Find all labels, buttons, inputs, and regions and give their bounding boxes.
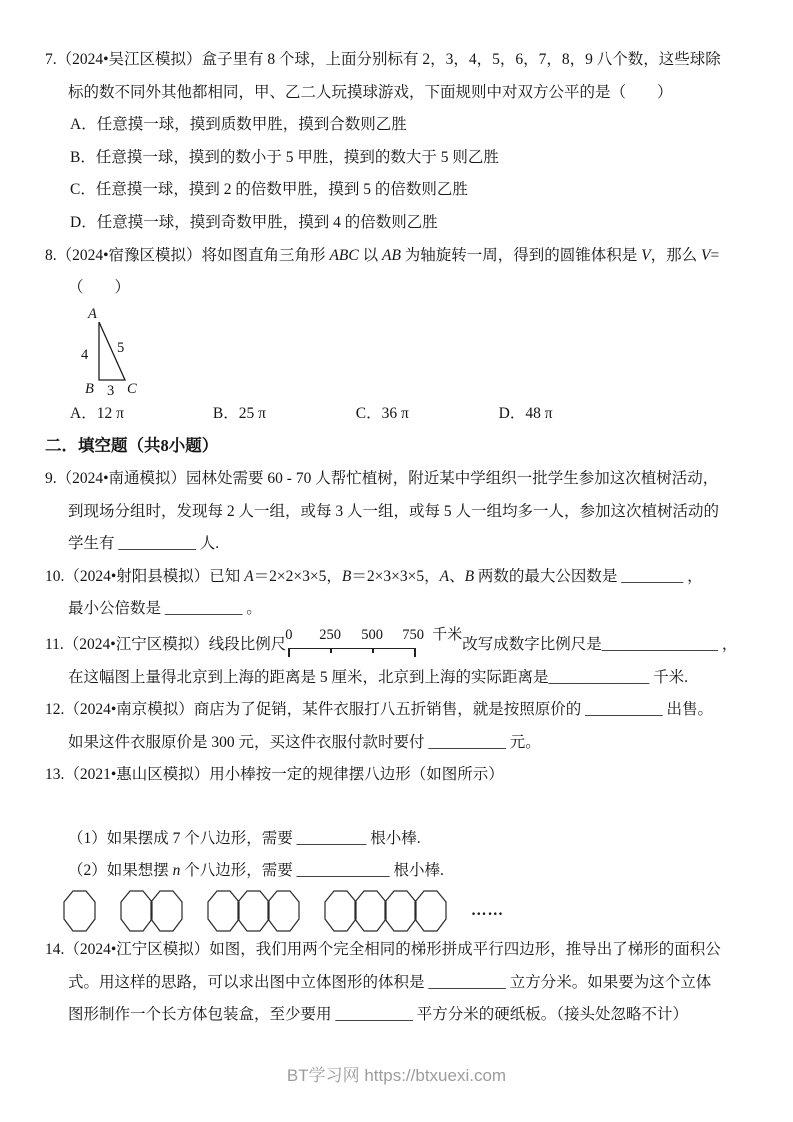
q14-line3: 图形制作一个长方体包装盒，至少要用 __________ 平方分米的硬纸板。（接头处忽略不计） [68, 1006, 689, 1024]
q8-line2: （ ） [68, 279, 131, 297]
q13-item1: （1）如果摆成 7 个八边形，需要 _________ 根小棒. [68, 829, 421, 847]
side-ab-length: 4 [81, 346, 89, 363]
vertex-b-label: B [85, 380, 94, 397]
ruler-tick-label-250: 250 [319, 626, 341, 643]
q14-line2: 式。用这样的思路，可以求出图中立体图形的体积是 __________ 立方分米。如果要为这个立体 [68, 973, 712, 991]
q10-line2: 最小公倍数是 __________ 。 [68, 600, 262, 618]
vertex-c-label: C [127, 380, 137, 397]
q11-line2: 在这幅图上量得北京到上海的距离是 5 厘米，北京到上海的实际距离是_____________ 千米. [68, 668, 689, 686]
ruler-tick-label-0: 0 [285, 626, 293, 643]
section2-header: 二．填空题（共8小题） [45, 436, 219, 456]
page-footer: BT学习网 https://btxuexi.com [286, 1066, 507, 1085]
q11-prefix: 11.（2024•江宁区模拟）线段比例尺 [45, 635, 287, 653]
q8-options-row [45, 398, 757, 431]
q12-line2: 如果这件衣服原价是 300 元，买这件衣服付款时要付 __________ 元。 [68, 733, 541, 751]
q11-line1 [45, 626, 757, 662]
q7-line2: 标的数不同外其他都相同，甲、乙二人玩摸球游戏，下面规则中对双方公平的是（ ） [68, 83, 673, 101]
q8-option-c: C．36 π [355, 404, 409, 422]
octagon-figure [63, 888, 757, 934]
q8-option-a: A．12 π [70, 404, 124, 422]
q8-option-d: D．48 π [498, 404, 553, 422]
triangle-figure [60, 305, 757, 398]
side-bc-length: 3 [107, 382, 115, 398]
ellipsis-dots: …… [471, 901, 504, 919]
q7-line1: 7.（2024•吴江区模拟）盒子里有 8 个球，上面分别标有 2，3，4，5，6，7，8，9 八个数，这些球除 [45, 51, 721, 68]
q7-option-c: C．任意摸一球，摸到 2 的倍数甲胜，摸到 5 的倍数则乙胜 [70, 181, 468, 199]
q9-line2: 到现场分组时，发现每 2 人一组，或每 3 人一组，或每 5 人一组均多一人，参加这次植树活动的 [68, 502, 720, 520]
q9-line3: 学生有 __________ 人. [68, 535, 220, 553]
q13-line1: 13.（2021•惠山区模拟）用小棒按一定的规律摆八边形（如图所示） [45, 766, 504, 784]
octagon-group-2 [120, 890, 184, 932]
q7-option-d: D．任意摸一球，摸到奇数甲胜，摸到 4 的倍数则乙胜 [70, 213, 438, 231]
q7-option-a: A．任意摸一球，摸到质数甲胜，摸到合数则乙胜 [70, 116, 407, 134]
q13-item2: （2）如果想摆 n 个八边形，需要 ____________ 根小棒. [68, 862, 444, 880]
q13-figure-space [45, 792, 757, 823]
right-triangle-drawing [60, 305, 190, 398]
vertex-a-label: A [88, 305, 97, 322]
q9-line1: 9.（2024•南通模拟）园林处需要 60 - 70 人帮忙植树，附近某中学组织一批学生参加这次植树活动， [45, 469, 719, 487]
q8-line1: 8.（2024•宿豫区模拟）将如图直角三角形 ABC 以 AB 为轴旋转一周，得到的圆锥体积是 V，那么 V= [45, 246, 720, 264]
scale-ruler [285, 626, 463, 656]
ruler-tick-label-750: 750 [402, 626, 424, 643]
ruler-bar [288, 648, 415, 649]
octagon-group-3 [207, 890, 301, 932]
q10-line1: 10.（2024•射阳县模拟）已知 A＝2×2×3×5，B＝2×3×3×5，A、B 两数的最大公因数是 ________ ， [45, 567, 703, 585]
ruler-tick-label-500: 500 [361, 626, 383, 643]
q12-line1: 12.（2024•南京模拟）商店为了促销，某件衣服打八五折销售，就是按照原价的 __________ 出售。 [45, 701, 714, 719]
q7-option-b: B．任意摸一球，摸到的数小于 5 甲胜，摸到的数大于 5 则乙胜 [70, 148, 499, 166]
octagon-group-4 [324, 890, 448, 932]
q14-line1: 14.（2024•江宁区模拟）如图，我们用两个完全相同的梯形拼成平行四边形，推导出了梯形的面积公 [45, 941, 721, 959]
q11-suffix: 改写成数字比例尺是_______________ ， [462, 635, 738, 653]
q8-option-b: B．25 π [212, 404, 266, 422]
side-ac-length: 5 [117, 339, 125, 356]
octagon-group-1 [63, 890, 97, 932]
ruler-unit-label: 千米 [432, 626, 463, 643]
